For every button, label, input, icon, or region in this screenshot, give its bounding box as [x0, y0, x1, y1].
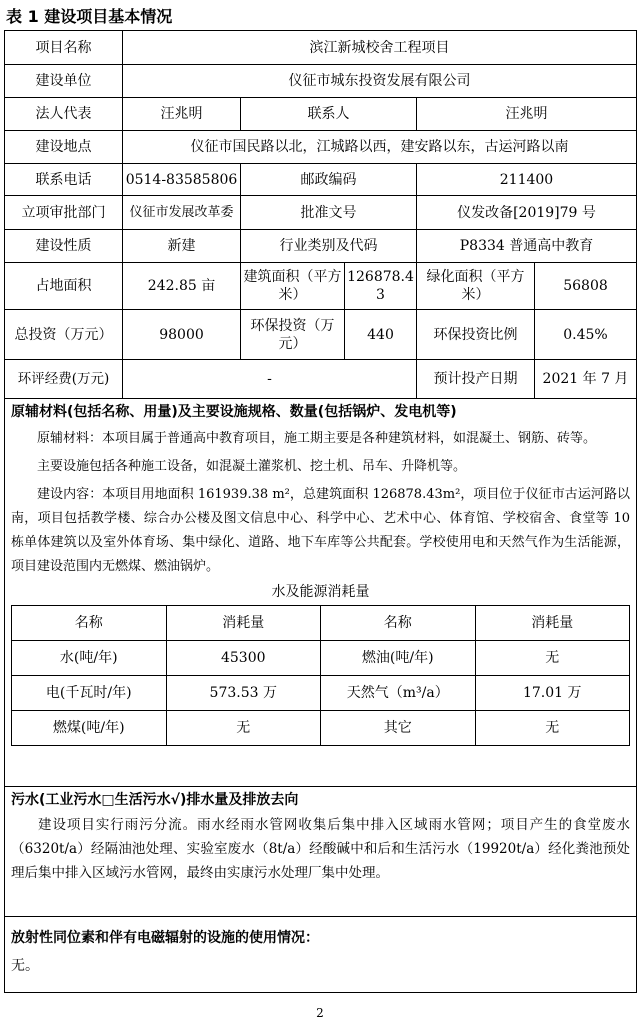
nature-value: 新建 [123, 230, 241, 263]
table-row [5, 65, 637, 98]
phone-value: 0514-83585806 [123, 164, 241, 196]
project-info-table [4, 30, 637, 993]
table-row [5, 263, 637, 310]
energy-cell: 无 [475, 641, 630, 676]
energy-cell: 无 [475, 711, 630, 746]
eia-fee-value: - [123, 360, 417, 399]
energy-table [11, 605, 630, 746]
wastewater-section [5, 787, 637, 917]
table-row [5, 31, 637, 65]
eia-fee-label: 环评经费(万元) [5, 360, 123, 399]
energy-table-title: 水及能源消耗量 [271, 584, 370, 600]
energy-header: 消耗量 [475, 606, 630, 641]
legal-rep-label: 法人代表 [5, 98, 123, 131]
table-row [5, 917, 637, 993]
energy-cell: 燃油(吨/年) [321, 641, 476, 676]
postal-value: 211400 [417, 164, 637, 196]
nature-label: 建设性质 [5, 230, 123, 263]
approval-doc-label: 批准文号 [241, 196, 417, 230]
facilities-paragraph: 主要设施包括各种施工设备，如混凝土灌浆机、挖土机、吊车、升降机等。 [37, 459, 467, 474]
env-ratio-value: 0.45% [535, 310, 637, 360]
table-row [5, 98, 637, 131]
building-area-value: 126878.43 [345, 263, 417, 310]
energy-cell: 573.53 万 [166, 676, 321, 711]
page-number: 2 [316, 1006, 324, 1020]
postal-label: 邮政编码 [241, 164, 417, 196]
env-ratio-label: 环保投资比例 [417, 310, 535, 360]
energy-cell: 电(千瓦时/年) [12, 676, 167, 711]
builder-value: 仪征市城东投资发展有限公司 [123, 65, 637, 98]
table-row [5, 399, 637, 787]
energy-cell: 其它 [321, 711, 476, 746]
location-label: 建设地点 [5, 131, 123, 164]
radiation-text: 无。 [11, 958, 39, 974]
construction-paragraph: 建设内容：本项目用地面积 161939.38 m²，总建筑面积 126878.43m²，项目位于仪征市古运河路以南，项目包括教学楼、综合办公楼及图文信息中心、科学中心、艺术中心、体育馆、学校宿舍、食堂等 10 栋单体建筑以及室外体育场、集中绿化、道路、地下车库等公共配套。学校使用电和天然气作为生活能源，项目建设范围内无燃煤、燃油锅炉。 [11, 487, 630, 574]
area-value: 242.85 亩 [123, 263, 241, 310]
energy-cell: 天然气（m³/a） [321, 676, 476, 711]
legal-rep-value: 汪兆明 [123, 98, 241, 131]
env-investment-label: 环保投资（万元） [241, 310, 345, 360]
energy-cell: 水(吨/年) [12, 641, 167, 676]
energy-cell: 45300 [166, 641, 321, 676]
materials-section [5, 399, 637, 787]
production-date-value: 2021 年 7 月 [535, 360, 637, 399]
wastewater-title: 污水(工业污水□生活污水√)排水量及排放去向 [11, 792, 299, 808]
energy-cell: 无 [166, 711, 321, 746]
table-row [12, 641, 630, 676]
builder-label: 建设单位 [5, 65, 123, 98]
table-row [5, 230, 637, 263]
energy-cell: 17.01 万 [475, 676, 630, 711]
table-caption: 表 1 建设项目基本情况 [6, 7, 173, 26]
building-area-label: 建筑面积（平方米） [241, 263, 345, 310]
project-name-label: 项目名称 [5, 31, 123, 65]
green-area-label: 绿化面积（平方米） [417, 263, 535, 310]
radiation-title: 放射性同位素和伴有电磁辐射的设施的使用情况： [11, 930, 319, 946]
wastewater-text: 建设项目实行雨污分流。雨水经雨水管网收集后集中排入区域雨水管网；项目产生的食堂废水（6320t/a）经隔油池处理、实验室废水（8t/a）经酸碱中和后和生活污水（19920t/a）经化粪池预处理后集中排入区域污水管网，最终由实康污水处理厂集中处理。 [11, 817, 630, 881]
env-investment-value: 440 [345, 310, 417, 360]
phone-label: 联系电话 [5, 164, 123, 196]
table-row [5, 360, 637, 399]
industry-label: 行业类别及代码 [241, 230, 417, 263]
materials-title: 原辅材料(包括名称、用量)及主要设施规格、数量(包括锅炉、发电机等) [11, 404, 457, 420]
project-name-value: 滨江新城校舍工程项目 [123, 31, 637, 65]
table-row [5, 131, 637, 164]
energy-header: 名称 [12, 606, 167, 641]
approval-value: 仪征市发展改革委 [123, 196, 241, 230]
energy-header: 名称 [321, 606, 476, 641]
production-date-label: 预计投产日期 [417, 360, 535, 399]
energy-cell: 燃煤(吨/年) [12, 711, 167, 746]
table-row [5, 196, 637, 230]
investment-value: 98000 [123, 310, 241, 360]
contact-value: 汪兆明 [417, 98, 637, 131]
table-row [12, 606, 630, 641]
location-value: 仪征市国民路以北，江城路以西，建安路以东，古运河路以南 [123, 131, 637, 164]
table-row [5, 164, 637, 196]
table-row [5, 310, 637, 360]
table-row [5, 787, 637, 917]
approval-doc-value: 仪发改备[2019]79 号 [417, 196, 637, 230]
approval-label: 立项审批部门 [5, 196, 123, 230]
materials-paragraph: 原辅材料：本项目属于普通高中教育项目，施工期主要是各种建筑材料，如混凝土、钢筋、砖等。 [37, 431, 597, 446]
contact-label: 联系人 [241, 98, 417, 131]
industry-value: P8334 普通高中教育 [417, 230, 637, 263]
radiation-section [5, 917, 637, 993]
green-area-value: 56808 [535, 263, 637, 310]
area-label: 占地面积 [5, 263, 123, 310]
table-row [12, 711, 630, 746]
table-row [12, 676, 630, 711]
investment-label: 总投资（万元） [5, 310, 123, 360]
energy-header: 消耗量 [166, 606, 321, 641]
